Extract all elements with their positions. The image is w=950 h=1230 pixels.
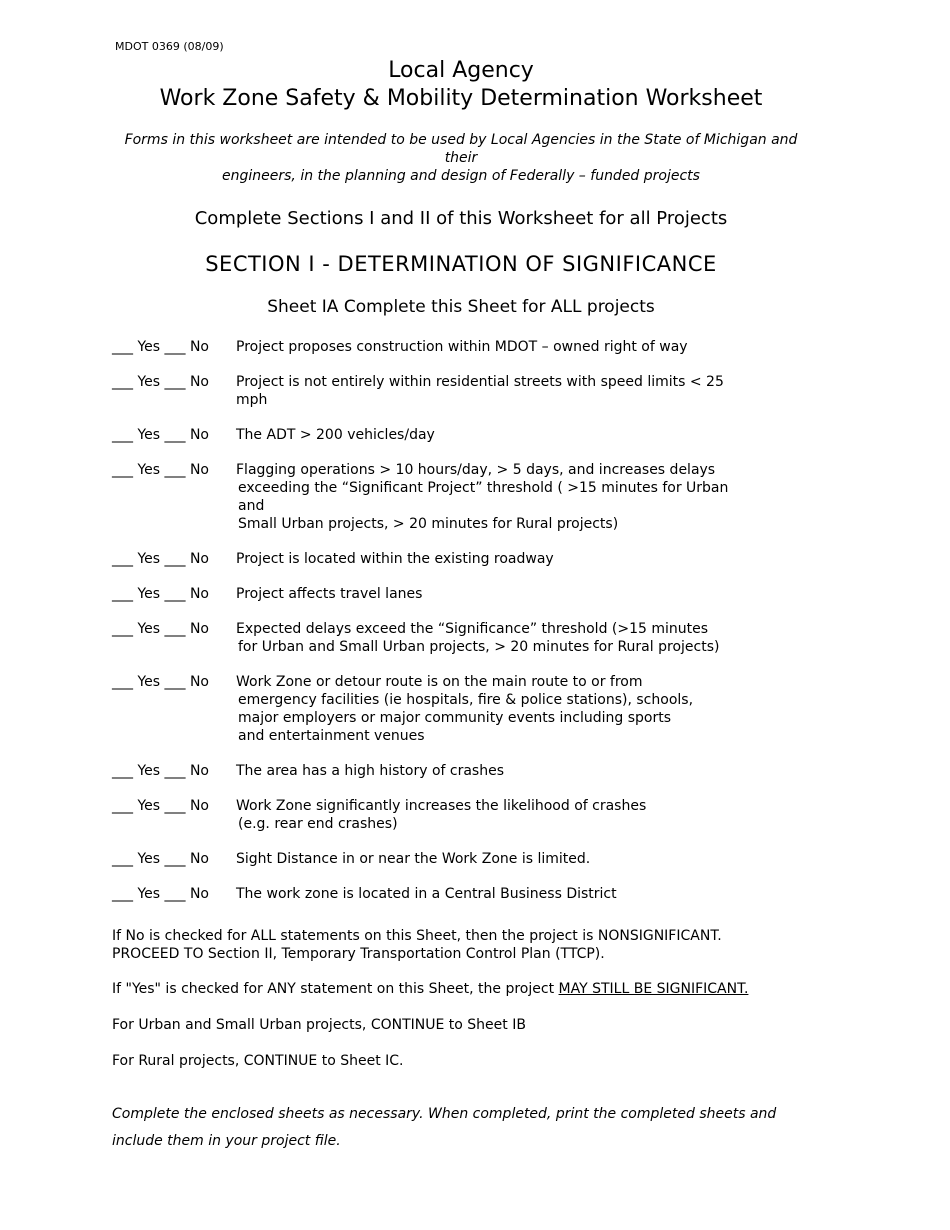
yes-no-blanks[interactable]: ___ Yes ___ No: [112, 551, 209, 567]
intro-text: [110, 131, 812, 185]
nonsignificant-line-1: If No is checked for ALL statements on this Sheet, then the project is NONSIGNIFICANT.: [112, 928, 722, 944]
may-still-be-significant: MAY STILL BE SIGNIFICANT.: [558, 981, 749, 997]
statement-line: Work Zone or detour route is on the main route to or from: [236, 674, 643, 690]
statement-line: Project affects travel lanes: [236, 586, 423, 602]
yes-no-blanks[interactable]: ___ Yes ___ No: [112, 374, 209, 390]
question-item: [112, 762, 812, 780]
complete-instruction: Complete Sections I and II of this Worksheet for all Projects: [194, 208, 728, 229]
question-item: [112, 461, 812, 533]
title-line-2: Work Zone Safety & Mobility Determination Worksheet: [159, 86, 763, 111]
question-statement: [236, 850, 756, 868]
question-statement: [236, 885, 756, 903]
yes-no-blanks[interactable]: ___ Yes ___ No: [112, 427, 209, 443]
question-statement: [236, 797, 756, 833]
question-statement: [236, 461, 756, 533]
statement-line: Project proposes construction within MDOT – owned right of way: [236, 339, 688, 355]
closing-line-2: include them in your project file.: [112, 1133, 341, 1149]
statement-line: Work Zone significantly increases the likelihood of crashes: [236, 798, 647, 814]
form-code: MDOT 0369 (08/09): [115, 40, 224, 53]
nonsignificant-instruction: [112, 927, 832, 963]
yes-no-blanks[interactable]: ___ Yes ___ No: [112, 621, 209, 637]
rural-instruction: For Rural projects, CONTINUE to Sheet IC.: [112, 1053, 404, 1069]
intro-line-1: Forms in this worksheet are intended to be used by Local Agencies in the State of Michigan and their: [124, 132, 798, 166]
question-statement: [236, 673, 756, 745]
closing-instruction: [112, 1101, 832, 1155]
statement-line: (e.g. rear end crashes): [238, 816, 398, 832]
yes-instruction-prefix: If "Yes" is checked for ANY statement on this Sheet, the project: [112, 981, 559, 997]
question-item: [112, 797, 812, 833]
statement-line: for Urban and Small Urban projects, > 20 minutes for Rural projects): [238, 639, 720, 655]
question-statement: [236, 426, 756, 444]
statement-line: emergency facilities (ie hospitals, fire & police stations), schools,: [238, 692, 694, 708]
intro-line-2: engineers, in the planning and design of Federally – funded projects: [222, 168, 700, 184]
statement-line: Flagging operations > 10 hours/day, > 5 days, and increases delays: [236, 462, 716, 478]
yes-no-blanks[interactable]: ___ Yes ___ No: [112, 763, 209, 779]
statement-line: Project is located within the existing roadway: [236, 551, 554, 567]
yes-no-blanks[interactable]: ___ Yes ___ No: [112, 798, 209, 814]
statement-line: Expected delays exceed the “Significance” threshold (>15 minutes: [236, 621, 709, 637]
question-statement: [236, 338, 756, 356]
question-statement: [236, 550, 756, 568]
statement-line: exceeding the “Significant Project” threshold ( >15 minutes for Urban and: [238, 480, 729, 514]
yes-instruction: [112, 980, 832, 998]
statement-line: and entertainment venues: [238, 728, 425, 744]
question-item: [112, 673, 812, 745]
question-item: [112, 338, 812, 356]
nonsignificant-line-2: PROCEED TO Section II, Temporary Transportation Control Plan (TTCP).: [112, 946, 605, 962]
yes-no-blanks[interactable]: ___ Yes ___ No: [112, 339, 209, 355]
statement-line: The ADT > 200 vehicles/day: [236, 427, 435, 443]
statement-line: The work zone is located in a Central Business District: [236, 886, 617, 902]
statement-line: Project is not entirely within residential streets with speed limits < 25 mph: [236, 374, 724, 408]
question-item: [112, 373, 812, 409]
statement-line: The area has a high history of crashes: [236, 763, 505, 779]
question-list: [112, 338, 812, 920]
yes-no-blanks[interactable]: ___ Yes ___ No: [112, 851, 209, 867]
question-item: [112, 620, 812, 656]
yes-no-blanks[interactable]: ___ Yes ___ No: [112, 674, 209, 690]
question-item: [112, 426, 812, 444]
question-statement: [236, 585, 756, 603]
question-item: [112, 550, 812, 568]
statement-line: Small Urban projects, > 20 minutes for Rural projects): [238, 516, 619, 532]
yes-no-blanks[interactable]: ___ Yes ___ No: [112, 886, 209, 902]
section-title: SECTION I - DETERMINATION OF SIGNIFICANCE: [205, 252, 717, 276]
question-item: [112, 850, 812, 868]
statement-line: Sight Distance in or near the Work Zone is limited.: [236, 851, 591, 867]
urban-instruction: For Urban and Small Urban projects, CONTINUE to Sheet IB: [112, 1017, 526, 1033]
question-item: [112, 585, 812, 603]
statement-line: major employers or major community events including sports: [238, 710, 672, 726]
question-statement: [236, 762, 756, 780]
title-line-1: Local Agency: [388, 58, 534, 83]
question-statement: [236, 373, 756, 409]
question-statement: [236, 620, 756, 656]
sheet-title: Sheet IA Complete this Sheet for ALL projects: [267, 297, 655, 317]
question-item: [112, 885, 812, 903]
closing-line-1: Complete the enclosed sheets as necessary. When completed, print the completed sheets and: [112, 1106, 777, 1122]
yes-no-blanks[interactable]: ___ Yes ___ No: [112, 586, 209, 602]
yes-no-blanks[interactable]: ___ Yes ___ No: [112, 462, 209, 478]
